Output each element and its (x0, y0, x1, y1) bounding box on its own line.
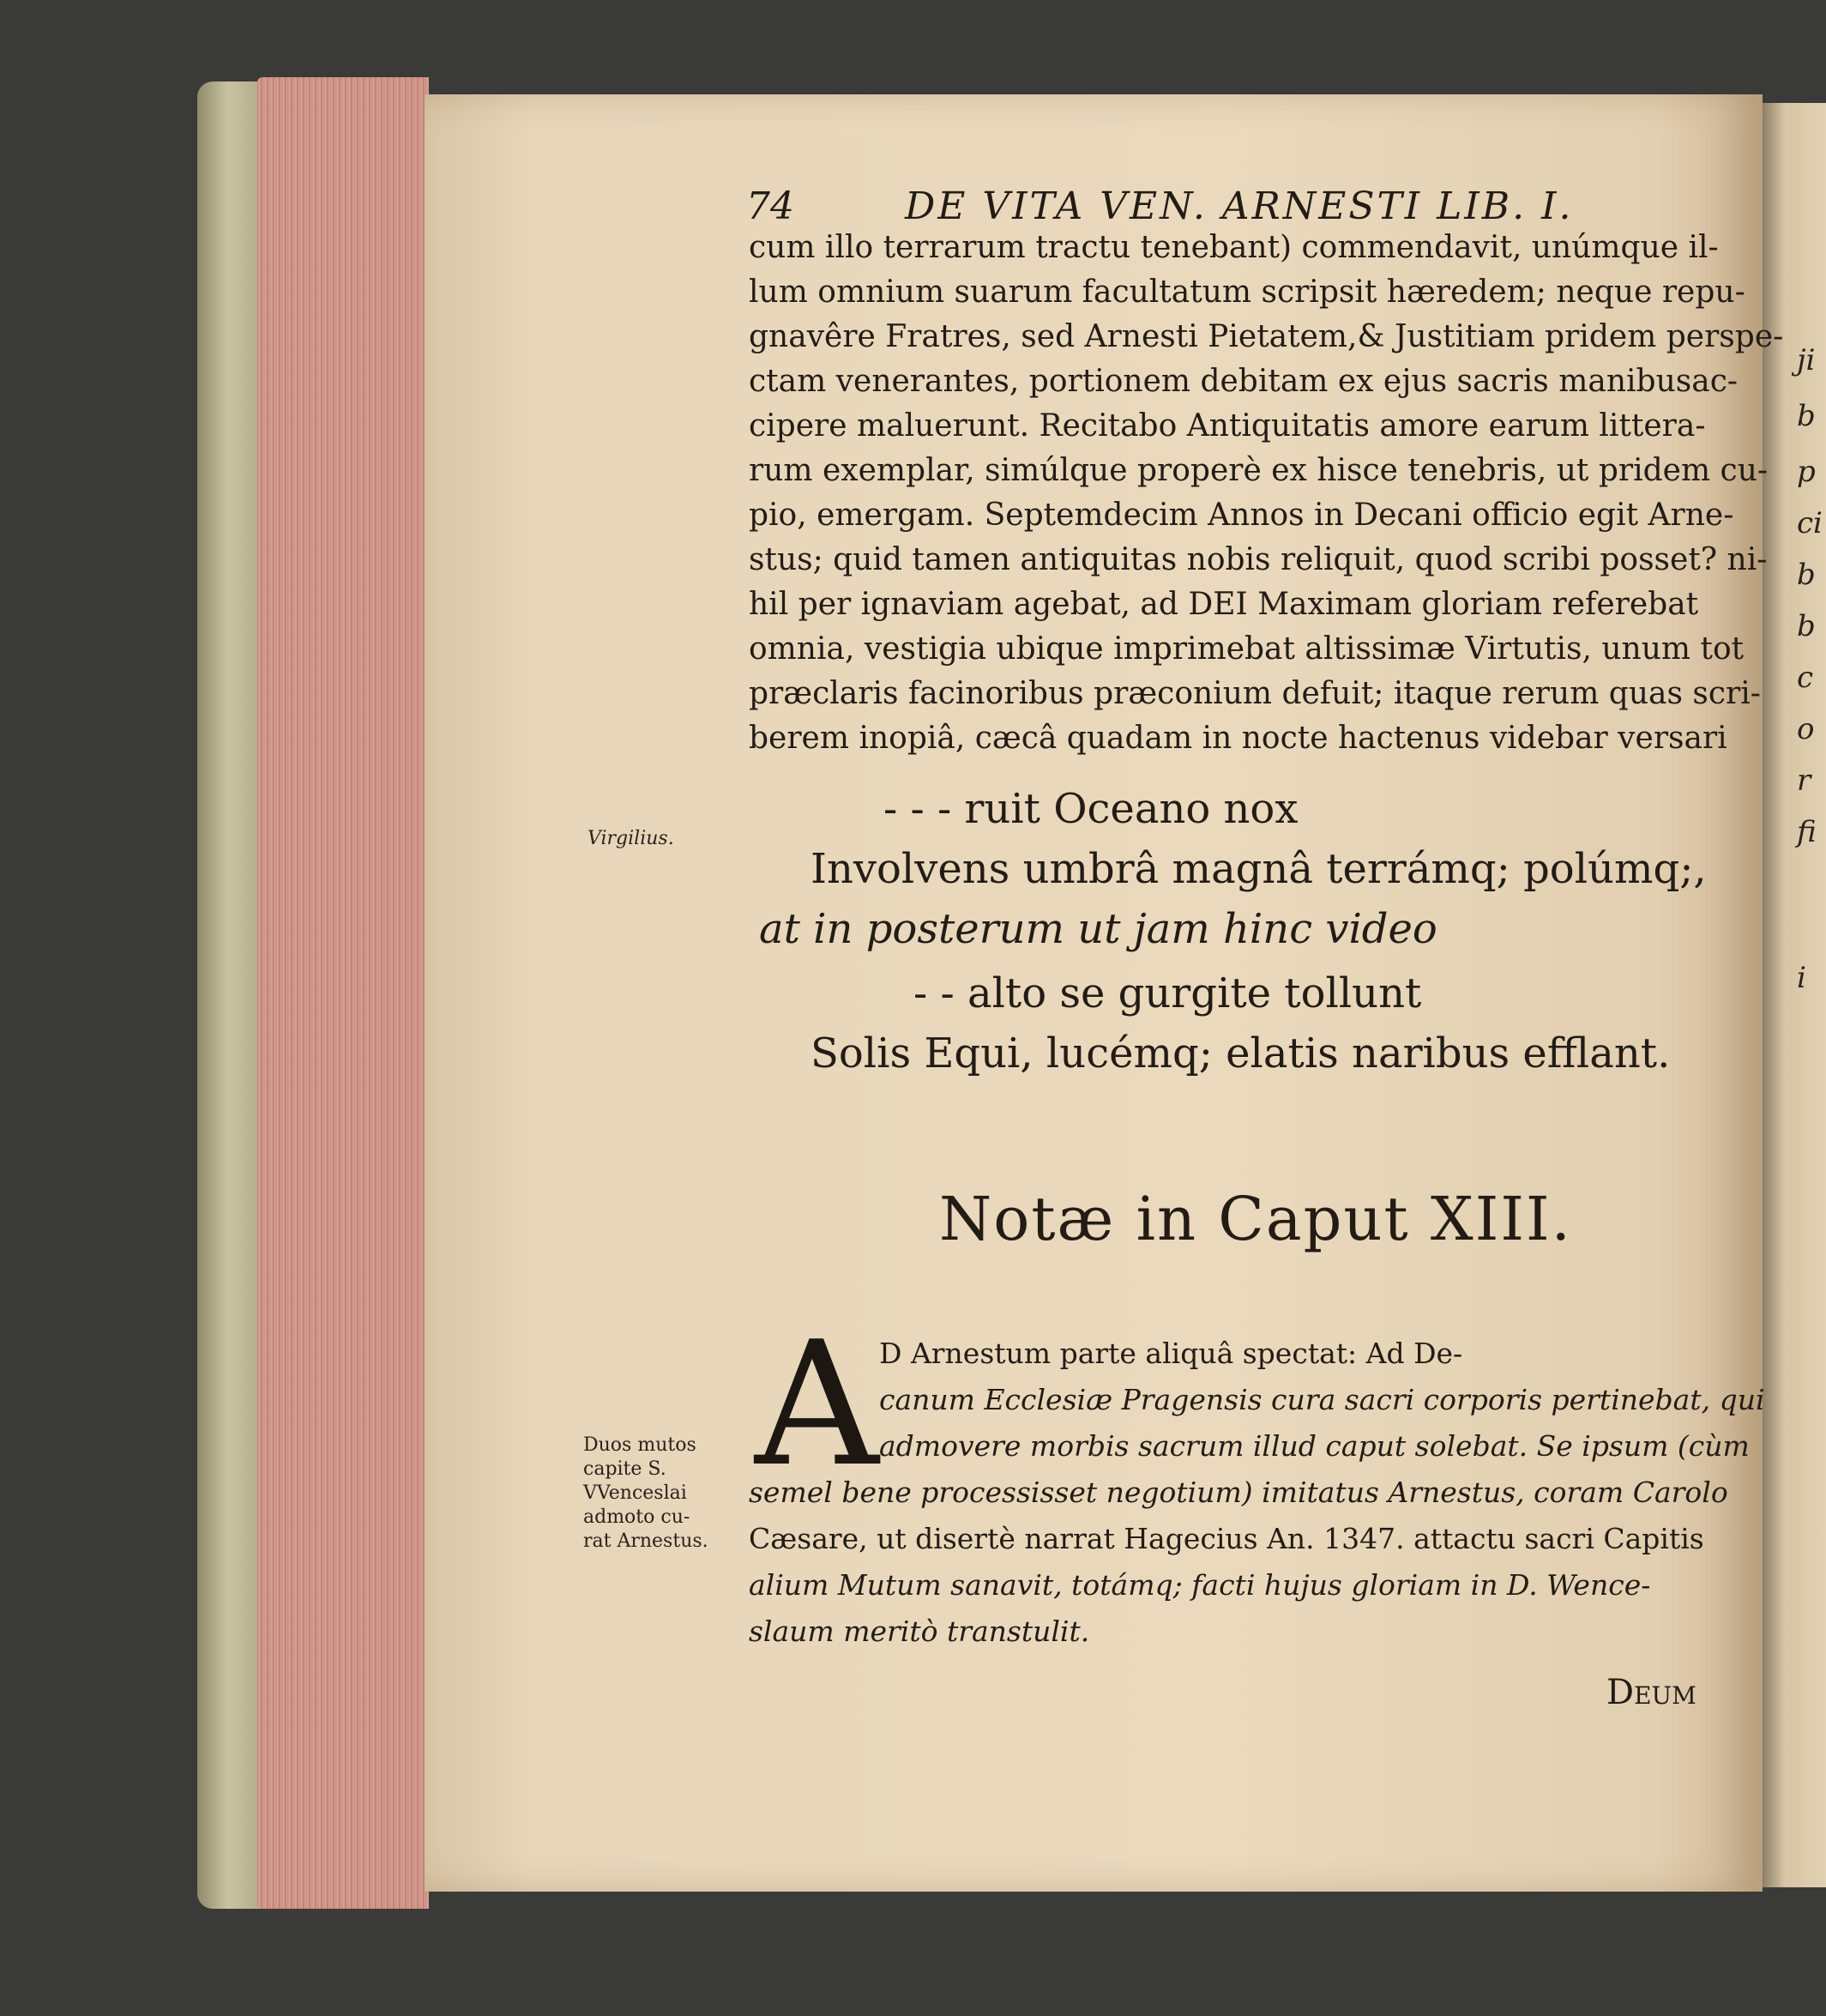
note-line: admovere morbis sacrum illud caput solebat. Se ipsum (cùm (879, 1429, 1750, 1463)
next-page-text: fi (1797, 815, 1817, 849)
body-line: gnavêre Fratres, sed Arnesti Pietatem,& Justitiam pridem perspe- (749, 319, 1784, 354)
verse-line: - - alto se gurgite tollunt (913, 969, 1422, 1017)
body-line: cum illo terrarum tractu tenebant) commendavit, unúmque il- (749, 230, 1719, 265)
body-line: cipere maluerunt. Recitabo Antiquitatis amore earum littera- (749, 408, 1706, 444)
next-page-text: o (1797, 712, 1815, 746)
margin-note-virgil: Virgilius. (588, 828, 674, 849)
page-number: 74 (746, 184, 794, 228)
next-page-text: b (1797, 558, 1816, 592)
body-line: rum exemplar, simúlque properè ex hisce tenebris, ut pridem cu- (749, 453, 1769, 488)
next-page-text: c (1797, 661, 1814, 695)
note-line: D Arnestum parte aliquâ spectat: Ad De- (879, 1337, 1463, 1370)
next-page-text: p (1797, 455, 1816, 489)
next-page-text: r (1797, 764, 1811, 798)
verse-line: at in posterum ut jam hinc video (759, 905, 1437, 953)
margin-note-duos: admoto cu- (583, 1506, 690, 1528)
body-line: ctam venerantes, portionem debitam ex ejus sacris manibusac- (749, 364, 1739, 399)
body-line: omnia, vestigia ubique imprimebat altissimæ Virtutis, unum tot (749, 631, 1745, 667)
margin-note-duos: Duos mutos (583, 1434, 696, 1456)
note-line: alium Mutum sanavit, totámq; facti hujus gloriam in D. Wence- (749, 1568, 1651, 1602)
section-heading: Notæ in Caput XIII. (939, 1184, 1572, 1254)
verse-line: Involvens umbrâ magnâ terrámq; polúmq;, (811, 845, 1707, 893)
next-page-text: ji (1797, 343, 1816, 377)
body-line: lum omnium suarum facultatum scripsit hæredem; neque repu- (749, 275, 1745, 310)
page-edges (257, 77, 429, 1909)
body-line: pio, emergam. Septemdecim Annos in Decani officio egit Arne- (749, 498, 1734, 533)
drop-cap: A (755, 1305, 879, 1505)
body-line: præclaris facinoribus præconium defuit; itaque rerum quas scri- (749, 676, 1761, 711)
catchword: Deum (1606, 1673, 1696, 1712)
note-line: Cæsare, ut disertè narrat Hagecius An. 1347. attactu sacri Capitis (749, 1522, 1704, 1555)
margin-note-duos: capite S. (583, 1458, 666, 1480)
margin-note-duos: rat Arnestus. (583, 1530, 708, 1552)
body-line: stus; quid tamen antiquitas nobis reliquit, quod scribi posset? ni- (749, 542, 1768, 577)
running-title: DE VITA VEN. ARNESTI LIB. I. (905, 184, 1574, 228)
note-line: slaum meritò transtulit. (749, 1615, 1090, 1648)
verse-line: Solis Equi, lucémq; elatis naribus efflant. (811, 1029, 1671, 1077)
next-page-text: b (1797, 609, 1816, 643)
body-line: berem inopiâ, cæcâ quadam in nocte hactenus videbar versari (749, 721, 1727, 756)
body-line: hil per ignaviam agebat, ad DEI Maximam gloriam referebat (749, 587, 1699, 622)
next-page-text: i (1797, 961, 1806, 995)
next-page-fragment (1763, 103, 1826, 1887)
margin-note-duos: VVenceslai (583, 1482, 687, 1504)
verse-line: - - - ruit Oceano nox (883, 785, 1299, 833)
note-line: canum Ecclesiæ Pragensis cura sacri corporis pertinebat, qui (879, 1383, 1765, 1416)
next-page-text: b (1797, 399, 1816, 433)
note-line: semel bene processisset negotium) imitatus Arnestus, coram Carolo (749, 1476, 1728, 1509)
next-page-text: ci (1797, 506, 1823, 540)
